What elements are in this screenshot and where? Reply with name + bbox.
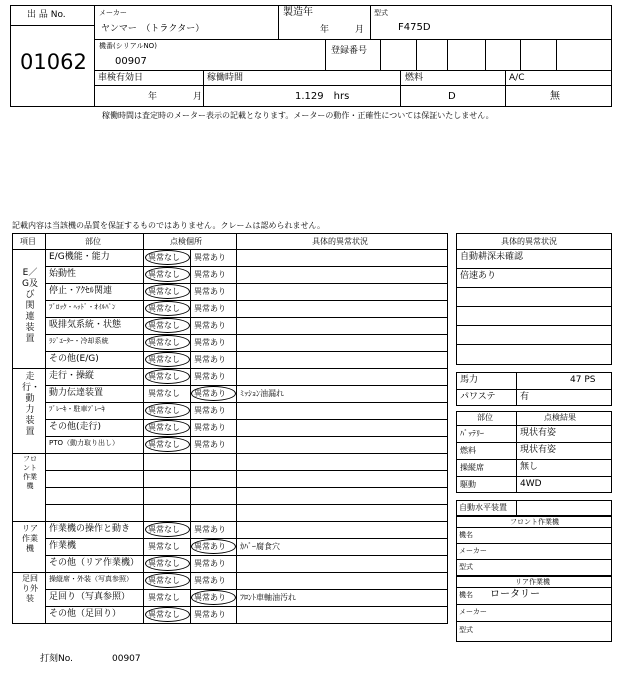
table-header-line <box>12 249 448 250</box>
check-value: 4WD <box>520 479 542 489</box>
header-divider <box>94 5 95 107</box>
row-abnormal: 異常あり <box>194 542 226 551</box>
row-abnormal: 異常あり <box>194 593 226 602</box>
ps-value: 有 <box>520 392 530 402</box>
header-v7 <box>485 39 486 70</box>
table-row-line <box>45 606 448 607</box>
header-v5 <box>416 39 417 70</box>
check-circle <box>145 437 190 452</box>
row-detail: ﾌﾛﾝﾄ車軸油汚れ <box>240 593 296 602</box>
header-v4 <box>380 39 381 70</box>
rear-impl-l2 <box>456 604 612 605</box>
col-item: 項目 <box>20 237 36 246</box>
header-v2 <box>370 5 371 39</box>
hp-label: 馬力 <box>460 375 479 385</box>
front-impl-l3 <box>456 559 612 560</box>
detail-row-line <box>456 325 612 326</box>
check-circle <box>145 607 190 622</box>
check-circle <box>145 250 190 265</box>
row-part: 始動性 <box>49 269 77 279</box>
check-circle <box>191 539 236 554</box>
row-normal: 異常なし <box>148 355 180 364</box>
detail-line: 自動耕深未確認 <box>460 252 524 262</box>
registration-label: 登録番号 <box>331 46 368 56</box>
header-v12 <box>505 70 506 107</box>
detail-line: 倍速あり <box>460 271 497 281</box>
row-part: 作業機 <box>49 541 77 551</box>
front-impl-l2 <box>456 543 612 544</box>
header-v8 <box>520 39 521 70</box>
row-detail: ｶﾊﾞｰ腐食穴 <box>240 542 280 551</box>
front-impl-l1 <box>456 527 612 528</box>
group-engine: E／G及び関連装置 <box>22 268 38 344</box>
year-label: 製造年 <box>283 7 313 18</box>
row-normal: 異常なし <box>148 321 180 330</box>
row-normal: 異常なし <box>148 253 180 262</box>
ac-label: A/C <box>509 73 525 83</box>
table-row-line <box>45 623 448 624</box>
model-value: F475D <box>398 22 431 33</box>
maker-value: ヤンマー （トラクター） <box>101 24 205 34</box>
spec-mid-line <box>456 389 612 390</box>
row-abnormal: 異常あり <box>194 610 226 619</box>
row-abnormal: 異常あり <box>194 559 226 568</box>
row-normal: 異常なし <box>148 287 180 296</box>
table-row-line <box>45 300 448 301</box>
row-normal: 異常なし <box>148 406 180 415</box>
check-circle <box>145 284 190 299</box>
check-row-line <box>456 459 612 460</box>
fuel-label: 燃料 <box>405 73 424 83</box>
row-normal: 異常なし <box>148 440 180 449</box>
col-detail: 具体的異常状況 <box>312 237 368 246</box>
check-circle <box>145 267 190 282</box>
table-row-line <box>45 487 448 488</box>
table-v-detail <box>236 233 237 624</box>
check-v <box>516 411 517 493</box>
row-abnormal: 異常あり <box>194 389 226 398</box>
check-circle <box>145 352 190 367</box>
inspection-label: 車検有効日 <box>98 73 144 83</box>
row-abnormal: 異常あり <box>194 576 226 585</box>
row-abnormal: 異常あり <box>194 525 226 534</box>
header-v9 <box>556 39 557 70</box>
table-row-line <box>12 368 448 369</box>
check-circle <box>145 573 190 588</box>
result-header: 点検結果 <box>544 413 576 422</box>
row-abnormal: 異常あり <box>194 440 226 449</box>
group-drive: 走行・動力装置 <box>22 372 41 437</box>
check-circle <box>191 386 236 401</box>
table-row-line <box>45 589 448 590</box>
leveler-label: 自動水平装置 <box>459 503 507 512</box>
hours-note: 稼働時間は査定時のメーター表示の記載となります。メーターの動作・正確性については保証いたしません。 <box>102 111 494 120</box>
check-label: 駆動 <box>460 480 476 489</box>
table-row-line <box>45 351 448 352</box>
front-impl-header: フロント作業機 <box>510 518 559 526</box>
row-part: 動力伝達装置 <box>49 388 104 398</box>
row-part: その他(E/G) <box>49 354 99 364</box>
front-name-label: 機名 <box>459 531 473 539</box>
row-part: その他（リア作業機） <box>49 558 140 568</box>
row-abnormal: 異常あり <box>194 338 226 347</box>
row-abnormal: 異常あり <box>194 423 226 432</box>
check-value: 現状有姿 <box>520 428 557 438</box>
header-v3 <box>325 39 326 70</box>
serial-label: 機番(シリアルNO) <box>99 42 157 50</box>
check-label: 燃料 <box>460 446 476 455</box>
check-row-line <box>456 425 612 426</box>
month-unit: 月 <box>355 25 365 35</box>
table-row-line <box>45 436 448 437</box>
table-v-part <box>143 233 144 624</box>
check-circle <box>145 403 190 418</box>
detail-row-line <box>456 306 612 307</box>
hp-value: 47 PS <box>570 375 596 385</box>
exhibit-no: 01062 <box>20 50 87 74</box>
row-abnormal: 異常あり <box>194 406 226 415</box>
stamp-no: 00907 <box>112 654 141 664</box>
group-front: フロント作業機 <box>23 455 37 490</box>
check-row-line <box>456 442 612 443</box>
ps-label: パワステ <box>460 392 496 402</box>
row-normal: 異常なし <box>148 542 180 551</box>
front-maker-label: メーカー <box>459 547 487 555</box>
row-normal: 異常なし <box>148 576 180 585</box>
rear-name-label: 機名 <box>459 591 473 599</box>
rear-impl-l1 <box>456 587 612 588</box>
table-row-line <box>45 385 448 386</box>
detail-row-line <box>456 287 612 288</box>
row-part: 操縦席・外装（写真参照） <box>49 575 133 583</box>
operating-hours-value: 1.129 hrs <box>295 91 350 102</box>
row-part: 足回り（写真参照） <box>49 592 131 602</box>
col-part: 部位 <box>85 237 101 246</box>
exhibit-line <box>10 25 95 26</box>
row-normal: 異常なし <box>148 559 180 568</box>
check-label: 操縦席 <box>460 463 484 472</box>
quality-note: 記載内容は当該機の品質を保証するものではありません。クレームは認められません。 <box>12 221 325 230</box>
row-part: 走行・操縦 <box>49 371 95 381</box>
table-row-line <box>45 266 448 267</box>
header-v1 <box>278 5 279 39</box>
row-abnormal: 異常あり <box>194 287 226 296</box>
header-v6 <box>447 39 448 70</box>
part-header: 部位 <box>477 413 493 422</box>
rear-model-label: 型式 <box>459 626 473 634</box>
table-row-line <box>45 555 448 556</box>
table-row-line <box>45 402 448 403</box>
row-part: 作業機の操作と動き <box>49 524 131 534</box>
row-normal: 異常なし <box>148 270 180 279</box>
exhibit-no-label: 出 品 No. <box>27 10 66 20</box>
maker-label: メーカー <box>99 9 127 17</box>
operating-hours-label: 稼働時間 <box>207 73 244 83</box>
check-value: 無し <box>520 462 539 472</box>
rear-maker-label: メーカー <box>459 608 487 616</box>
row-part: ﾌﾞﾚｰｷ・駐車ﾌﾞﾚｰｷ <box>49 405 105 413</box>
row-normal: 異常なし <box>148 593 180 602</box>
leveler-v <box>516 500 517 516</box>
row-abnormal: 異常あり <box>194 270 226 279</box>
row-abnormal: 異常あり <box>194 304 226 313</box>
check-circle <box>145 318 190 333</box>
model-label: 型式 <box>374 9 388 17</box>
table-row-line <box>12 572 448 573</box>
group-rear: リア作業機 <box>22 524 38 553</box>
detail-row-line <box>456 268 612 269</box>
inspection-month-unit: 月 <box>193 92 203 102</box>
rear-impl-l3 <box>456 621 612 622</box>
year-unit: 年 <box>320 25 330 35</box>
row-detail: ﾐｯｼｮﾝ油漏れ <box>240 389 284 398</box>
header-row2-line <box>94 70 612 71</box>
table-row-line <box>45 283 448 284</box>
table-row-line <box>45 334 448 335</box>
row-normal: 異常なし <box>148 423 180 432</box>
row-part: E/G機能・能力 <box>49 252 110 262</box>
table-row-line <box>45 317 448 318</box>
row-normal: 異常なし <box>148 610 180 619</box>
row-normal: 異常なし <box>148 389 180 398</box>
check-circle <box>145 301 190 316</box>
stamp-label: 打刻No. <box>40 654 73 664</box>
check-circle <box>145 556 190 571</box>
check-row-line <box>456 476 612 477</box>
check-circle <box>145 335 190 350</box>
table-row-line <box>12 453 448 454</box>
fuel-value: D <box>448 91 456 102</box>
detail-header-line <box>456 249 612 250</box>
rear-impl-header: リア作業機 <box>515 578 550 586</box>
row-part: その他（足回り） <box>49 609 122 619</box>
row-part: ﾌﾞﾛｯｸ・ﾍｯﾄﾞ・ｵｲﾙﾊﾟﾝ <box>49 303 116 311</box>
row-abnormal: 異常あり <box>194 372 226 381</box>
row-part: その他(走行) <box>49 422 102 432</box>
check-circle <box>145 369 190 384</box>
rear-name-value: ロータリー <box>490 589 540 600</box>
spec-v <box>516 372 517 406</box>
check-circle <box>145 522 190 537</box>
row-abnormal: 異常あり <box>194 253 226 262</box>
table-row-line <box>45 504 448 505</box>
header-v11 <box>400 70 401 107</box>
table-row-line <box>45 419 448 420</box>
header-v10 <box>203 70 204 107</box>
row-normal: 異常なし <box>148 304 180 313</box>
serial-value: 00907 <box>115 56 147 67</box>
check-circle <box>145 420 190 435</box>
row-normal: 異常なし <box>148 525 180 534</box>
ac-value: 無 <box>550 91 560 102</box>
row-normal: 異常なし <box>148 372 180 381</box>
check-value: 現状有姿 <box>520 445 557 455</box>
row-abnormal: 異常あり <box>194 321 226 330</box>
row-abnormal: 異常あり <box>194 355 226 364</box>
table-v-item <box>45 233 46 624</box>
header-row1-line <box>94 39 612 40</box>
front-model-label: 型式 <box>459 563 473 571</box>
check-circle <box>191 590 236 605</box>
row-part: 吸排気系統・状態 <box>49 320 122 330</box>
col-check: 点検個所 <box>170 237 202 246</box>
inspection-year-unit: 年 <box>148 92 158 102</box>
table-row-line <box>12 521 448 522</box>
detail-header: 具体的異常状況 <box>501 237 557 246</box>
row-part: PTO（動力取り出し） <box>49 439 120 447</box>
group-foot: 足回り外装 <box>22 574 38 603</box>
row-part: ﾗｼﾞｴｰﾀｰ・冷却系統 <box>49 337 109 345</box>
check-label: ﾊﾞｯﾃﾘｰ <box>460 429 484 438</box>
row-normal: 異常なし <box>148 338 180 347</box>
row-part: 停止・ｱｸｾﾙ関連 <box>49 286 113 296</box>
table-row-line <box>45 538 448 539</box>
table-row-line <box>45 470 448 471</box>
header-row3-line <box>94 85 612 86</box>
detail-row-line <box>456 344 612 345</box>
